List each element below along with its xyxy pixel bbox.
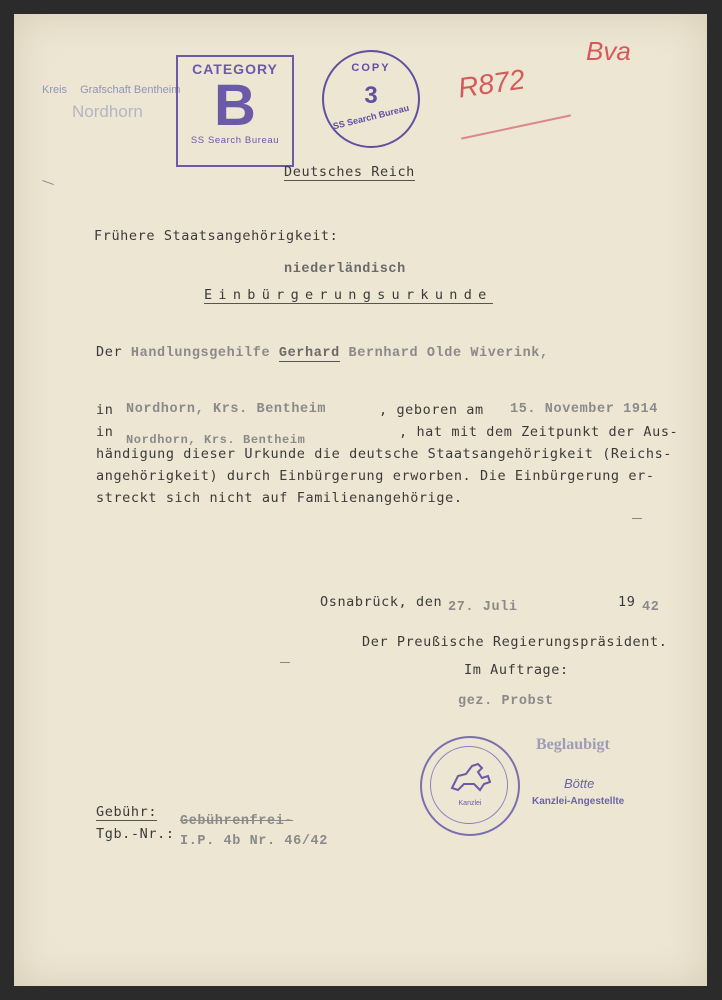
- document-page: [14, 14, 707, 986]
- year-prefix: 19: [618, 594, 636, 610]
- residence-place: Nordhorn, Krs. Bentheim: [126, 402, 327, 417]
- issue-date: 27. Juli: [448, 600, 518, 615]
- red-reference-mark: R872: [456, 63, 527, 104]
- body-line-5: streckt sich nicht auf Familienangehörige.: [96, 490, 463, 506]
- category-sub: SS Search Bureau: [190, 135, 280, 146]
- horse-icon: [448, 760, 494, 794]
- body-line-4: angehörigkeit) durch Einbürgerung erworben. Die Einbürgerung er-: [96, 468, 655, 484]
- margin-tick: [280, 662, 290, 663]
- margin-tick: [42, 180, 54, 185]
- category-letter: B: [214, 73, 256, 138]
- der-label: Der: [96, 344, 123, 360]
- birth-place: Nordhorn, Krs. Bentheim: [126, 433, 306, 447]
- person-full-name: Bernhard Olde Wiverink,: [348, 346, 549, 361]
- category-stamp: [176, 55, 294, 167]
- kreis-stamp: [42, 84, 180, 96]
- fee-label: Gebühr:: [96, 804, 158, 820]
- place-date-label: Osnabrück, den: [320, 594, 443, 610]
- body-line-3: händigung dieser Urkunde die deutsche Staatsangehörigkeit (Reichs-: [96, 446, 673, 462]
- year-suffix: 42: [642, 600, 660, 615]
- margin-tick: [632, 518, 642, 519]
- kreis-name: Grafschaft Bentheim: [80, 84, 181, 96]
- red-underline: [461, 114, 571, 139]
- journal-label: Tgb.-Nr.:: [96, 826, 175, 842]
- former-citizenship-label: Frühere Staatsangehörigkeit:: [94, 228, 339, 244]
- authority: Der Preußische Regierungspräsident.: [362, 634, 668, 650]
- copy-sub: SS Search Bureau: [331, 102, 411, 132]
- signature: Bötte: [564, 776, 595, 791]
- on-behalf: Im Auftrage:: [464, 662, 569, 678]
- kreis-label: Kreis: [42, 84, 68, 96]
- in-label-2: in: [96, 424, 114, 440]
- copy-top: COPY: [351, 62, 391, 74]
- in-label-1: in: [96, 402, 114, 418]
- red-corner-mark: Bva: [586, 36, 631, 66]
- kreis-town: Nordhorn: [72, 102, 143, 121]
- signed-by: gez. Probst: [458, 694, 554, 709]
- official-seal: [420, 736, 520, 836]
- copy-stamp: [322, 50, 420, 148]
- person-occupation: Handlungsgehilfe: [130, 346, 271, 361]
- header-reich: Deutsches Reich: [284, 164, 415, 180]
- chancery-stamp: Kanzlei-Angestellte: [532, 796, 625, 807]
- former-citizenship-value: niederländisch: [284, 262, 406, 277]
- name-line: [96, 344, 549, 361]
- seal-text: Kanzlei: [458, 800, 482, 807]
- copy-number: 3: [364, 82, 378, 109]
- person-first-name: Gerhard: [278, 346, 340, 361]
- certified-stamp: Beglaubigt: [536, 736, 610, 753]
- born-label: , geboren am: [379, 402, 484, 418]
- document-title: Einbürgerungsurkunde: [204, 287, 493, 303]
- birth-date: 15. November 1914: [510, 402, 658, 417]
- journal-number: I.P. 4b Nr. 46/42: [180, 834, 328, 849]
- body-line-2: , hat mit dem Zeitpunkt der Aus-: [399, 424, 679, 440]
- fee-value: Gebührenfrei-: [180, 814, 294, 829]
- category-title: CATEGORY: [192, 61, 278, 77]
